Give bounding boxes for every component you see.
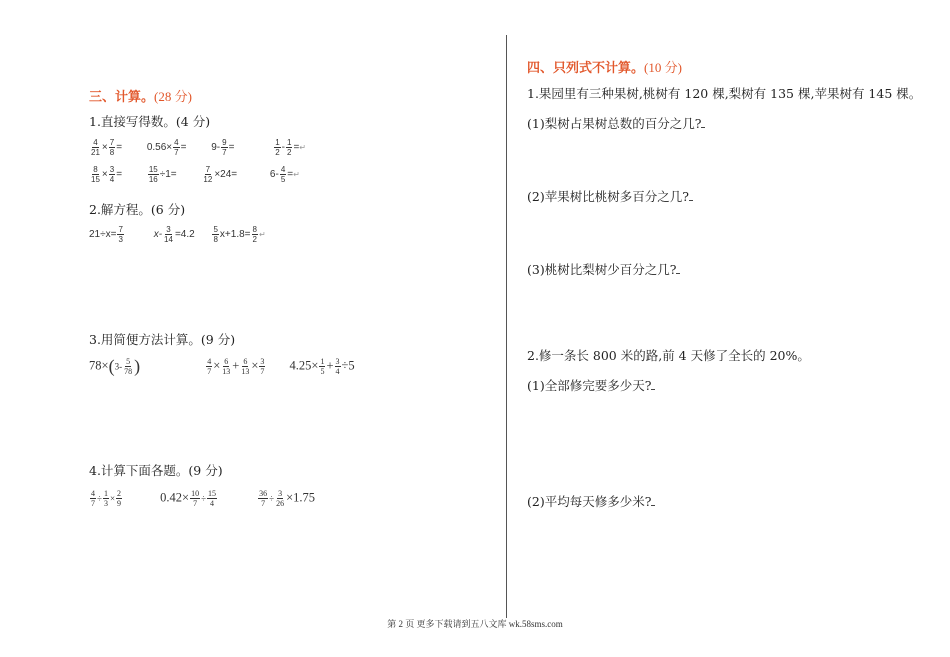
- q1-r2-item2: $\frac{15}{16}$ ÷1=: [148, 165, 177, 184]
- fraction: $\frac{3}{7}$: [260, 357, 265, 376]
- fraction: $\frac{7}{8}$: [109, 138, 115, 157]
- q1-r2-item3: $\frac{7}{12}$ ×24=: [203, 165, 238, 184]
- q2-equations: [89, 225, 288, 244]
- q4-expressions: [89, 489, 337, 508]
- fraction: $\frac{4}{21}$: [91, 138, 100, 157]
- return-arrow-icon: ↵: [299, 143, 306, 153]
- q1-r2-item1: $\frac{8}{15}$ × $\frac{3}{4}$ =: [91, 165, 123, 184]
- equation-2: x- $\frac{3}{14}$ =4.2: [153, 225, 195, 244]
- fraction: $\frac{8}{2}$: [252, 225, 257, 244]
- q3-title: 3.用简便方法计算。(9 分): [89, 332, 236, 347]
- expression-1: $\frac{4}{7}$ ÷ $\frac{1}{3}$ × $\frac{2}{9}$: [91, 489, 122, 508]
- fraction: $\frac{1}{3}$: [103, 489, 108, 508]
- problem-1-part-3: (3)桃树比梨树少百分之几?: [527, 260, 680, 278]
- q1-row1: [89, 138, 328, 157]
- problem-2-part-1: (1)全部修完要多少天?: [527, 376, 655, 394]
- problem-2: 2.修一条长 800 米的路,前 4 天修了全长的 20%。: [527, 348, 810, 363]
- q1-r1-item2: 0.56× $\frac{4}{7}$ =: [146, 138, 187, 157]
- fraction: $\frac{2}{9}$: [117, 489, 122, 508]
- fraction: $\frac{36}{7}$: [259, 489, 268, 508]
- fraction: $\frac{6}{13}$: [222, 357, 231, 376]
- column-divider: [506, 35, 507, 618]
- expression-2: $\frac{4}{7}$ × $\frac{6}{13}$ + $\frac{6}{13}$ × $\frac{3}{7}$: [207, 357, 265, 376]
- expression-3: $\frac{36}{7}$ ÷ $\frac{3}{26}$ ×1.75: [259, 489, 316, 508]
- fraction: $\frac{3}{4}$: [109, 165, 115, 184]
- q1-r1-item3: 9- $\frac{9}{7}$ =: [211, 138, 235, 157]
- fraction: $\frac{7}{3}$: [118, 225, 123, 244]
- fraction: $\frac{3}{26}$: [276, 489, 285, 508]
- q1-r1-item4: $\frac{1}{2}$ - $\frac{1}{2}$ =↵: [275, 138, 306, 157]
- fraction: $\frac{5}{78}$: [124, 357, 133, 376]
- problem-1: 1.果园里有三种果树,桃树有 120 棵,梨树有 135 棵,苹果树有 145 棵。: [527, 86, 922, 101]
- section-score: (10 分): [644, 60, 682, 75]
- fraction: $\frac{4}{7}$: [207, 357, 212, 376]
- q1-r2-item4: 6- $\frac{4}{5}$ =↵: [269, 165, 300, 184]
- fraction: $\frac{7}{12}$: [203, 165, 213, 184]
- q4-title: 4.计算下面各题。(9 分): [89, 463, 223, 478]
- fraction: $\frac{3}{14}$: [164, 225, 173, 244]
- fraction: $\frac{1}{2}$: [275, 138, 280, 157]
- q1-row2: [89, 165, 322, 184]
- fraction: $\frac{1}{5}$: [320, 357, 325, 376]
- fraction: $\frac{10}{7}$: [191, 489, 200, 508]
- problem-1-part-2: (2)苹果树比桃树多百分之几?: [527, 187, 693, 205]
- fraction: $\frac{6}{13}$: [241, 357, 250, 376]
- q3-expressions: [89, 356, 377, 377]
- section-title-calculation: [89, 86, 192, 105]
- problem-2-part-2: (2)平均每天修多少米?: [527, 492, 655, 510]
- fraction: $\frac{8}{15}$: [91, 165, 100, 184]
- section-title-text: 三、计算。: [89, 90, 155, 105]
- return-arrow-icon: ↵: [258, 230, 266, 240]
- section-title-word-problems: [527, 57, 682, 76]
- fraction: $\frac{4}{7}$: [91, 489, 95, 508]
- equation-3: $\frac{5}{8}$ x+1.8= $\frac{8}{2}$ ↵: [213, 225, 266, 244]
- q1-title: 1.直接写得数。(4 分): [89, 114, 211, 129]
- expression-3: 4.25× $\frac{1}{5}$ + $\frac{3}{4}$ ÷5: [289, 357, 355, 376]
- fraction: $\frac{4}{7}$: [174, 138, 179, 157]
- section-title-text: 四、只列式不计算。: [527, 61, 645, 76]
- fraction: $\frac{5}{8}$: [213, 225, 218, 244]
- expression-2: 0.42× $\frac{10}{7}$ ÷ $\frac{15}{4}$: [160, 489, 217, 508]
- fraction: $\frac{15}{4}$: [208, 489, 217, 508]
- expression-1: 78×(3- $\frac{5}{78}$ ): [89, 356, 141, 376]
- fraction: $\frac{4}{5}$: [280, 165, 286, 184]
- fraction: $\frac{9}{7}$: [222, 138, 227, 157]
- section-score: (28 分): [154, 89, 192, 104]
- q1-r1-item1: $\frac{4}{21}$ × $\frac{7}{8}$ =: [91, 138, 123, 157]
- return-arrow-icon: ↵: [293, 170, 300, 180]
- fraction: $\frac{3}{4}$: [335, 357, 340, 376]
- problem-1-part-1: (1)梨树占果树总数的百分之几?: [527, 114, 705, 132]
- fraction: $\frac{15}{16}$: [148, 165, 158, 184]
- fraction: $\frac{1}{2}$: [287, 138, 292, 157]
- equation-1: 21÷x= $\frac{7}{3}$: [89, 225, 123, 244]
- q2-title: 2.解方程。(6 分): [89, 202, 186, 217]
- page-footer: 第 2 页 更多下载请到五八文库 wk.58sms.com: [387, 619, 563, 629]
